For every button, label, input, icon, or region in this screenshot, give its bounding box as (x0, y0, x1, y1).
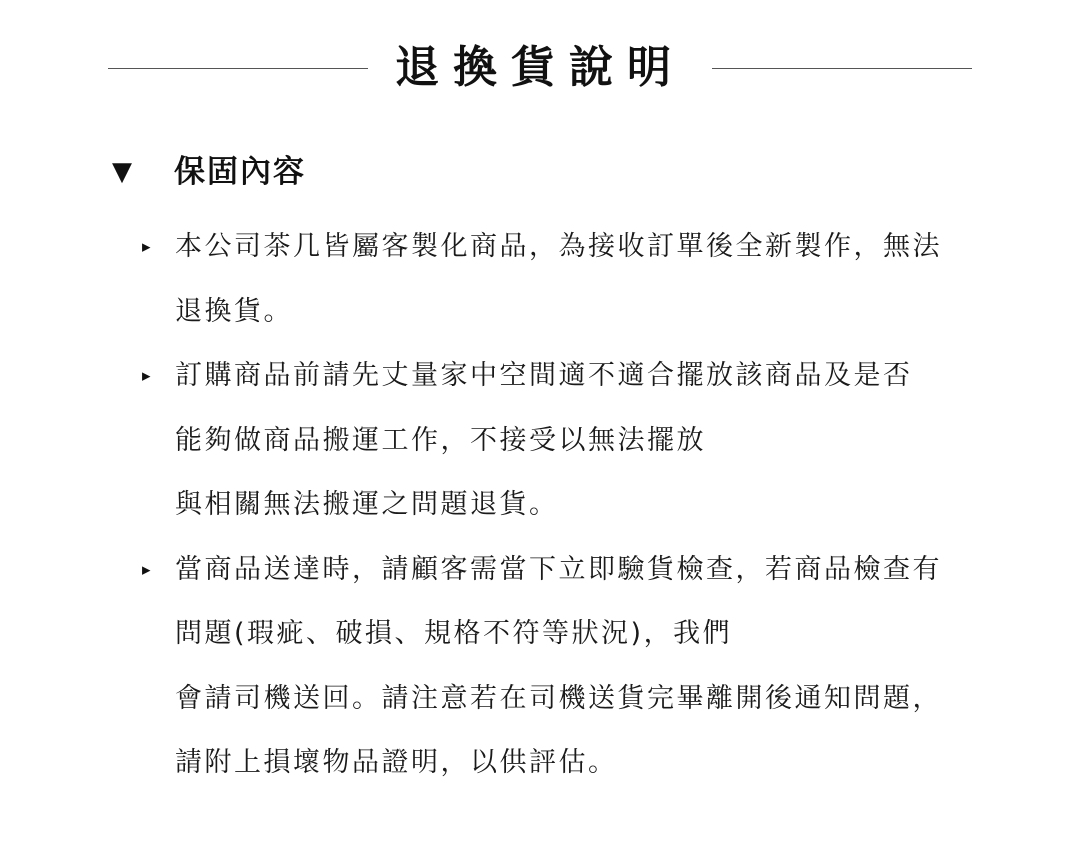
item-text-line: 能夠做商品搬運工作，不接受以無法擺放 (175, 424, 706, 456)
section-heading (112, 150, 306, 194)
list-item (142, 538, 972, 796)
triangle-right-icon: ▸ (142, 366, 151, 386)
triangle-right-icon: ▸ (142, 559, 151, 580)
page-header (0, 36, 1080, 100)
section-heading-text: 保固內容 (174, 154, 306, 190)
title-rule-left (108, 68, 368, 69)
title-rule-right (712, 68, 972, 69)
warranty-item-list (142, 215, 972, 796)
item-text-line: 本公司茶几皆屬客製化商品，為接收訂單後全新製作，無法 (175, 231, 942, 262)
list-item (142, 344, 972, 538)
triangle-right-icon: ▸ (142, 237, 151, 257)
item-text-line: 退換貨。 (175, 295, 293, 327)
list-item (142, 215, 972, 344)
item-text-line: 問題(瑕疵、破損、規格不符等狀況)，我們 (175, 618, 733, 649)
triangle-down-icon: ▼ (112, 157, 132, 187)
item-text-line: 當商品送達時，請顧客需當下立即驗貨檢查，若商品檢查有 (175, 553, 942, 585)
item-text-line: 會請司機送回。請注意若在司機送貨完畢離開後通知問題， (175, 682, 942, 714)
item-text-line: 請附上損壞物品證明，以供評估。 (175, 747, 618, 778)
item-text-line: 訂購商品前請先丈量家中空間適不適合擺放該商品及是否 (175, 360, 913, 391)
item-text-line: 與相關無法搬運之問題退貨。 (175, 489, 559, 520)
page-title: 退換貨說明 (395, 42, 685, 93)
